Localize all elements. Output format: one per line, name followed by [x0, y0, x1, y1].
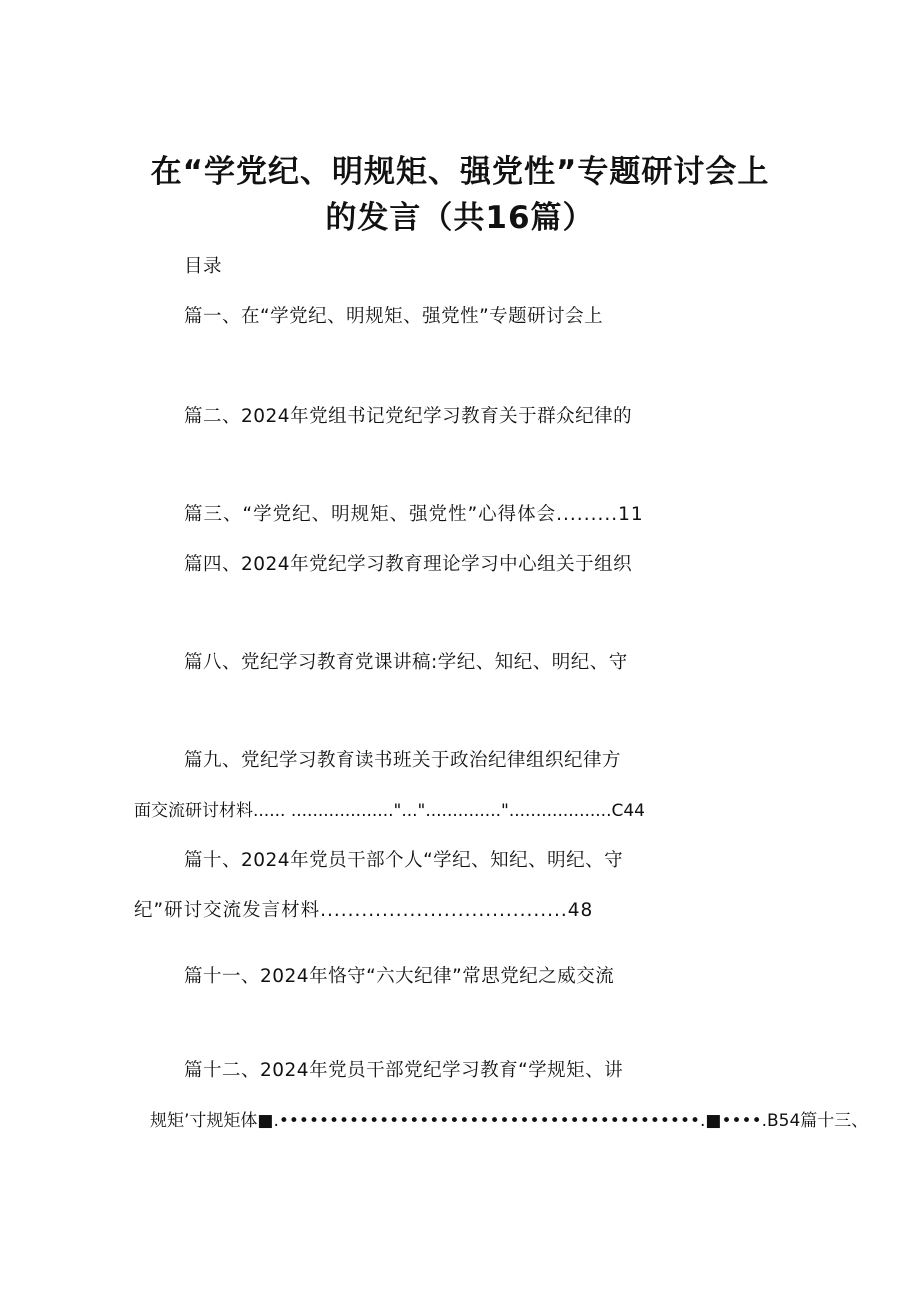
document-title-line-2: 的发言（共16篇） — [325, 199, 595, 236]
toc-entry-10[interactable]: 篇十、2024年党员干部个人“学纪、知纪、明纪、守 — [184, 850, 624, 871]
toc-entry-10-continued[interactable]: 纪”研讨交流发言材料....................................48 — [134, 900, 594, 921]
toc-entry-2[interactable]: 篇二、2024年党组书记党纪学习教育关于群众纪律的 — [184, 406, 633, 427]
toc-entry-1[interactable]: 篇一、在“学党纪、明规矩、强党性”专题研讨会上 — [184, 306, 604, 327]
toc-entry-11[interactable]: 篇十一、2024年恪守“六大纪律”常思党纪之威交流 — [184, 966, 615, 987]
toc-entry-9-continued[interactable]: 面交流研讨材料...... ..................."...".............."...................C44 — [134, 801, 645, 821]
toc-entry-3[interactable]: 篇三、“学党纪、明规矩、强党性”心得体会.........11 — [184, 504, 644, 525]
toc-entry-12[interactable]: 篇十二、2024年党员干部党纪学习教育“学规矩、讲 — [184, 1060, 624, 1081]
document-title-line-1: 在“学党纪、明规矩、强党性”专题研讨会上 — [150, 153, 770, 190]
toc-entry-9[interactable]: 篇九、党纪学习教育读书班关于政治纪律组织纪律方 — [184, 750, 622, 771]
toc-entry-12-continued[interactable]: 规矩’寸规矩体■.••••••••••••••••••••••••••••••••••••••••••.■••••.B54篇十三、 — [150, 1111, 869, 1131]
toc-entry-4[interactable]: 篇四、2024年党纪学习教育理论学习中心组关于组织 — [184, 554, 633, 575]
toc-heading: 目录 — [184, 256, 223, 277]
toc-entry-8[interactable]: 篇八、党纪学习教育党课讲稿:学纪、知纪、明纪、守 — [184, 652, 628, 673]
